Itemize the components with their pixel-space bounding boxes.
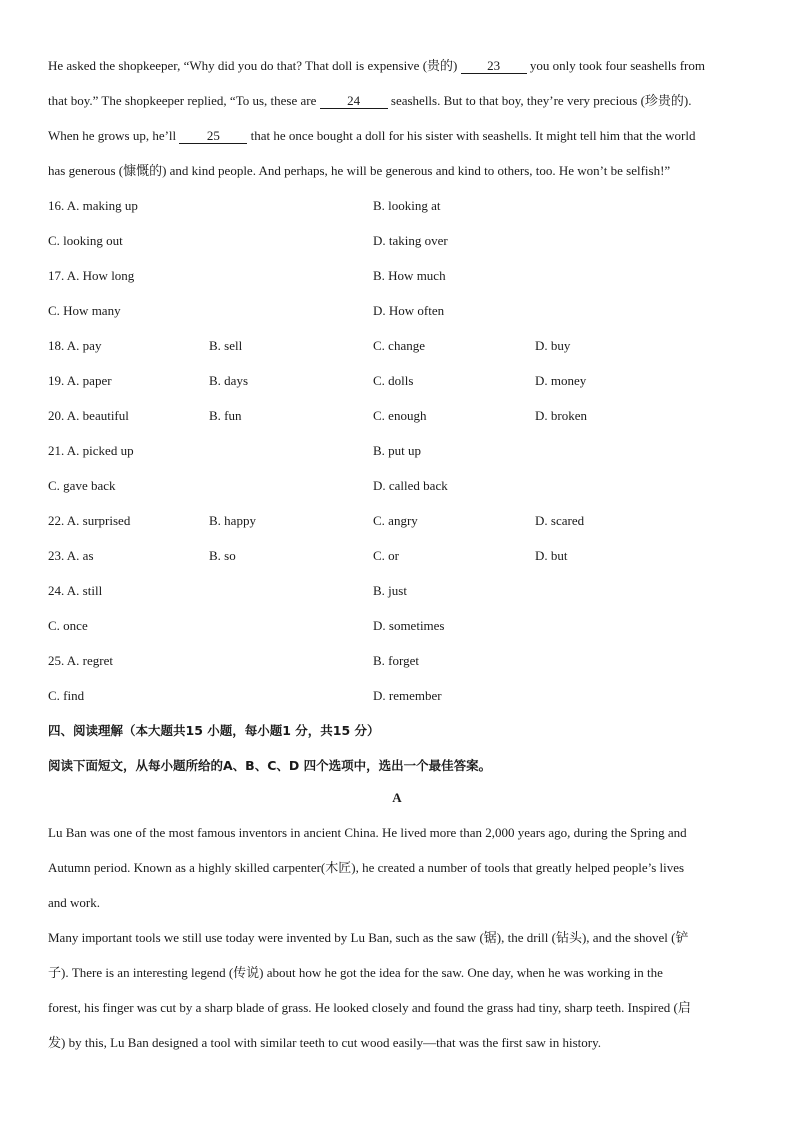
passage-line: forest, his finger was cut by a sharp blade of grass. He looked closely and found the grass had tiny, sharp teeth. Inspired (启 — [48, 1000, 691, 1015]
passage-text: that he once bought a doll for his sister with seashells. It might tell him that the world — [247, 128, 696, 143]
option-text: C. once — [48, 618, 88, 633]
passage-line — [48, 118, 748, 153]
passage-continuation — [48, 48, 748, 188]
answer-options — [48, 188, 748, 713]
option-text: B. How much — [373, 268, 446, 283]
passage-text: He asked the shopkeeper, “Why did you do that? That doll is expensive (贵的) — [48, 58, 461, 73]
passage-line — [48, 83, 748, 118]
option-row — [48, 293, 748, 328]
passage-text: you only took four seashells from — [526, 58, 705, 73]
passage-line: Many important tools we still use today were invented by Lu Ban, such as the saw (锯), the drill (钻头), and the shovel (铲 — [48, 930, 689, 945]
option-text: D. but — [535, 548, 568, 563]
passage-text: seashells. But to that boy, they’re very precious (珍贵的). — [387, 93, 692, 108]
option-text: D. How often — [373, 303, 445, 318]
option-text: B. so — [209, 548, 236, 563]
passage-line: Autumn period. Known as a highly skilled carpenter(木匠), he created a number of tools that greatly helped people’s lives — [48, 860, 685, 875]
passage-line — [48, 48, 748, 83]
option-text: B. sell — [209, 338, 243, 353]
option-row — [48, 398, 748, 433]
option-text: 21. A. picked up — [48, 443, 134, 458]
option-text: B. happy — [209, 513, 256, 528]
passage-line: Lu Ban was one of the most famous inventors in ancient China. He lived more than 2,000 years ago, during the Spring and — [48, 825, 687, 840]
option-text: B. put up — [373, 443, 422, 458]
passage-line: has generous (慷慨的) and kind people. And perhaps, he will be generous and kind to others, too. He won’t be selfish!” — [48, 163, 671, 178]
section-instruction: 阅读下面短文，从每小题所给的A、B、C、D 四个选项中，选出一个最佳答案。 — [48, 758, 492, 773]
option-row — [48, 188, 748, 223]
option-row — [48, 258, 748, 293]
option-text: C. looking out — [48, 233, 123, 248]
option-text: C. angry — [373, 513, 418, 528]
option-text: D. called back — [373, 478, 448, 493]
option-row — [48, 363, 748, 398]
blank-25: 25 — [179, 129, 247, 144]
option-text: 22. A. surprised — [48, 513, 131, 528]
option-row — [48, 573, 748, 608]
option-text: C. change — [373, 338, 425, 353]
option-text: D. taking over — [373, 233, 448, 248]
option-row — [48, 223, 748, 258]
passage-label: A — [392, 790, 402, 805]
option-text: D. remember — [373, 688, 442, 703]
option-text: B. days — [209, 373, 248, 388]
option-text: C. dolls — [373, 373, 414, 388]
option-text: B. looking at — [373, 198, 441, 213]
option-row — [48, 643, 748, 678]
option-text: B. forget — [373, 653, 419, 668]
option-row — [48, 468, 748, 503]
option-row — [48, 328, 748, 363]
option-row — [48, 503, 748, 538]
option-row — [48, 538, 748, 573]
option-text: 23. A. as — [48, 548, 94, 563]
option-text: C. How many — [48, 303, 121, 318]
option-text: 20. A. beautiful — [48, 408, 129, 423]
option-text: C. gave back — [48, 478, 116, 493]
option-text: D. scared — [535, 513, 585, 528]
option-text: D. money — [535, 373, 587, 388]
option-row — [48, 608, 748, 643]
passage-text: When he grows up, he’ll — [48, 128, 180, 143]
blank-24: 24 — [320, 94, 388, 109]
option-text: D. buy — [535, 338, 571, 353]
option-text: 17. A. How long — [48, 268, 135, 283]
passage-line: 发) by this, Lu Ban designed a tool with similar teeth to cut wood easily—that was the first saw in history. — [48, 1035, 602, 1050]
section-heading: 四、阅读理解（本大题共15 小题，每小题1 分，共15 分） — [48, 723, 380, 738]
option-text: C. enough — [373, 408, 427, 423]
option-text: D. sometimes — [373, 618, 445, 633]
option-row — [48, 678, 748, 713]
passage-text: that boy.” The shopkeeper replied, “To us, these are — [48, 93, 320, 108]
option-text: 25. A. regret — [48, 653, 113, 668]
option-text: C. or — [373, 548, 399, 563]
option-text: D. broken — [535, 408, 587, 423]
blank-23: 23 — [461, 59, 527, 74]
option-text: 24. A. still — [48, 583, 103, 598]
option-text: 16. A. making up — [48, 198, 138, 213]
option-row — [48, 433, 748, 468]
option-text: 19. A. paper — [48, 373, 112, 388]
option-text: B. just — [373, 583, 407, 598]
passage-line: and work. — [48, 895, 100, 910]
passage-line: 子). There is an interesting legend (传说) about how he got the idea for the saw. One day, when he was working in the — [48, 965, 663, 980]
option-text: C. find — [48, 688, 85, 703]
passage-a — [48, 815, 748, 1060]
option-text: B. fun — [209, 408, 242, 423]
option-text: 18. A. pay — [48, 338, 102, 353]
